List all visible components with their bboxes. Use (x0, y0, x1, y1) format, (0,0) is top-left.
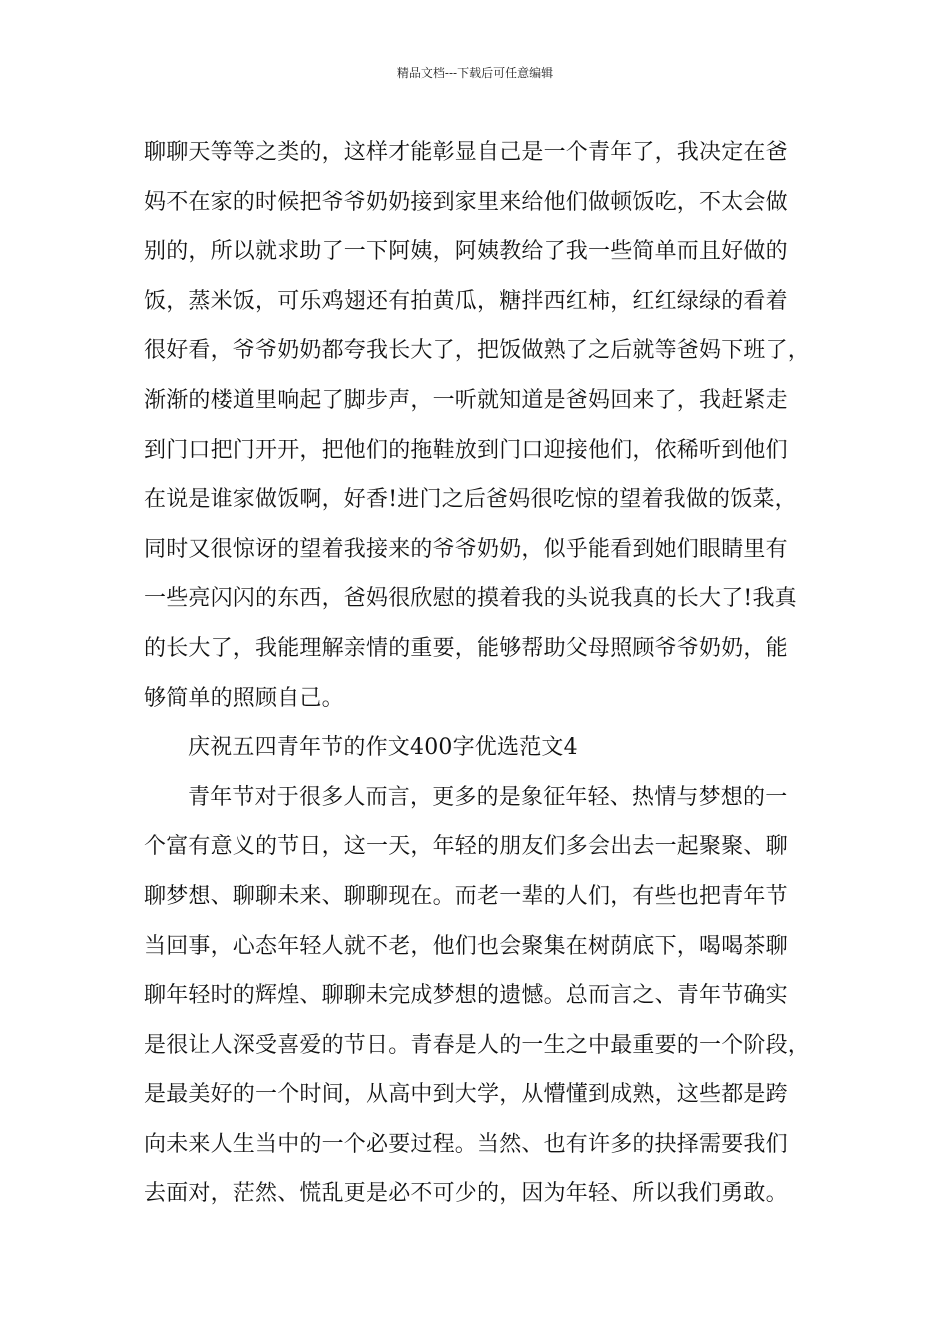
text-line: 到门口把门开开，把他们的拖鞋放到门口迎接他们，依稀听到他们 (144, 437, 788, 463)
text-line: 是很让人深受喜爱的节日。青春是人的一生之中最重要的一个阶段， (144, 1032, 811, 1058)
page-header: 精品文档---下载后可任意编辑 (396, 66, 554, 80)
text-line: 别的，所以就求助了一下阿姨，阿姨教给了我一些简单而且好做的 (144, 239, 788, 265)
text-line: 向未来人生当中的一个必要过程。当然、也有许多的抉择需要我们 (144, 1131, 788, 1157)
text-line: 个富有意义的节日，这一天，年轻的朋友们多会出去一起聚聚、聊 (144, 834, 788, 860)
text-line: 够简单的照顾自己。 (144, 685, 344, 711)
text-line: 当回事，心态年轻人就不老，他们也会聚集在树荫底下，喝喝茶聊 (144, 933, 788, 959)
text-line: 饭，蒸米饭，可乐鸡翅还有拍黄瓜，糖拌西红柿，红红绿绿的看着 (144, 288, 788, 314)
text-line: 的长大了，我能理解亲情的重要，能够帮助父母照顾爷爷奶奶，能 (144, 635, 788, 661)
document-body (144, 128, 824, 1219)
section-heading: 庆祝五四青年节的作文400字优选范文4 (188, 735, 578, 761)
text-line: 是最美好的一个时间，从高中到大学，从懵懂到成熟，这些都是跨 (144, 1082, 788, 1108)
paragraph-first-line: 青年节对于很多人而言，更多的是象征年轻、热情与梦想的一 (188, 784, 788, 810)
text-line: 聊年轻时的辉煌、聊聊未完成梦想的遗憾。总而言之、青年节确实 (144, 983, 788, 1009)
text-line: 渐渐的楼道里响起了脚步声，一听就知道是爸妈回来了，我赶紧走 (144, 387, 788, 413)
text-line: 聊梦想、聊聊未来、聊聊现在。而老一辈的人们，有些也把青年节 (144, 883, 788, 909)
text-line: 同时又很惊讶的望着我接来的爷爷奶奶，似乎能看到她们眼睛里有 (144, 536, 788, 562)
text-line: 一些亮闪闪的东西，爸妈很欣慰的摸着我的头说我真的长大了!我真 (144, 586, 797, 612)
text-line: 去面对，茫然、慌乱更是必不可少的，因为年轻、所以我们勇敢。 (144, 1181, 788, 1207)
text-line: 在说是谁家做饭啊，好香!进门之后爸妈很吃惊的望着我做的饭菜， (144, 487, 797, 513)
text-line: 聊聊天等等之类的，这样才能彰显自己是一个青年了，我决定在爸 (144, 140, 788, 165)
text-line: 很好看，爷爷奶奶都夸我长大了，把饭做熟了之后就等爸妈下班了， (144, 338, 811, 364)
text-line: 妈不在家的时候把爷爷奶奶接到家里来给他们做顿饭吃，不太会做 (144, 189, 788, 215)
